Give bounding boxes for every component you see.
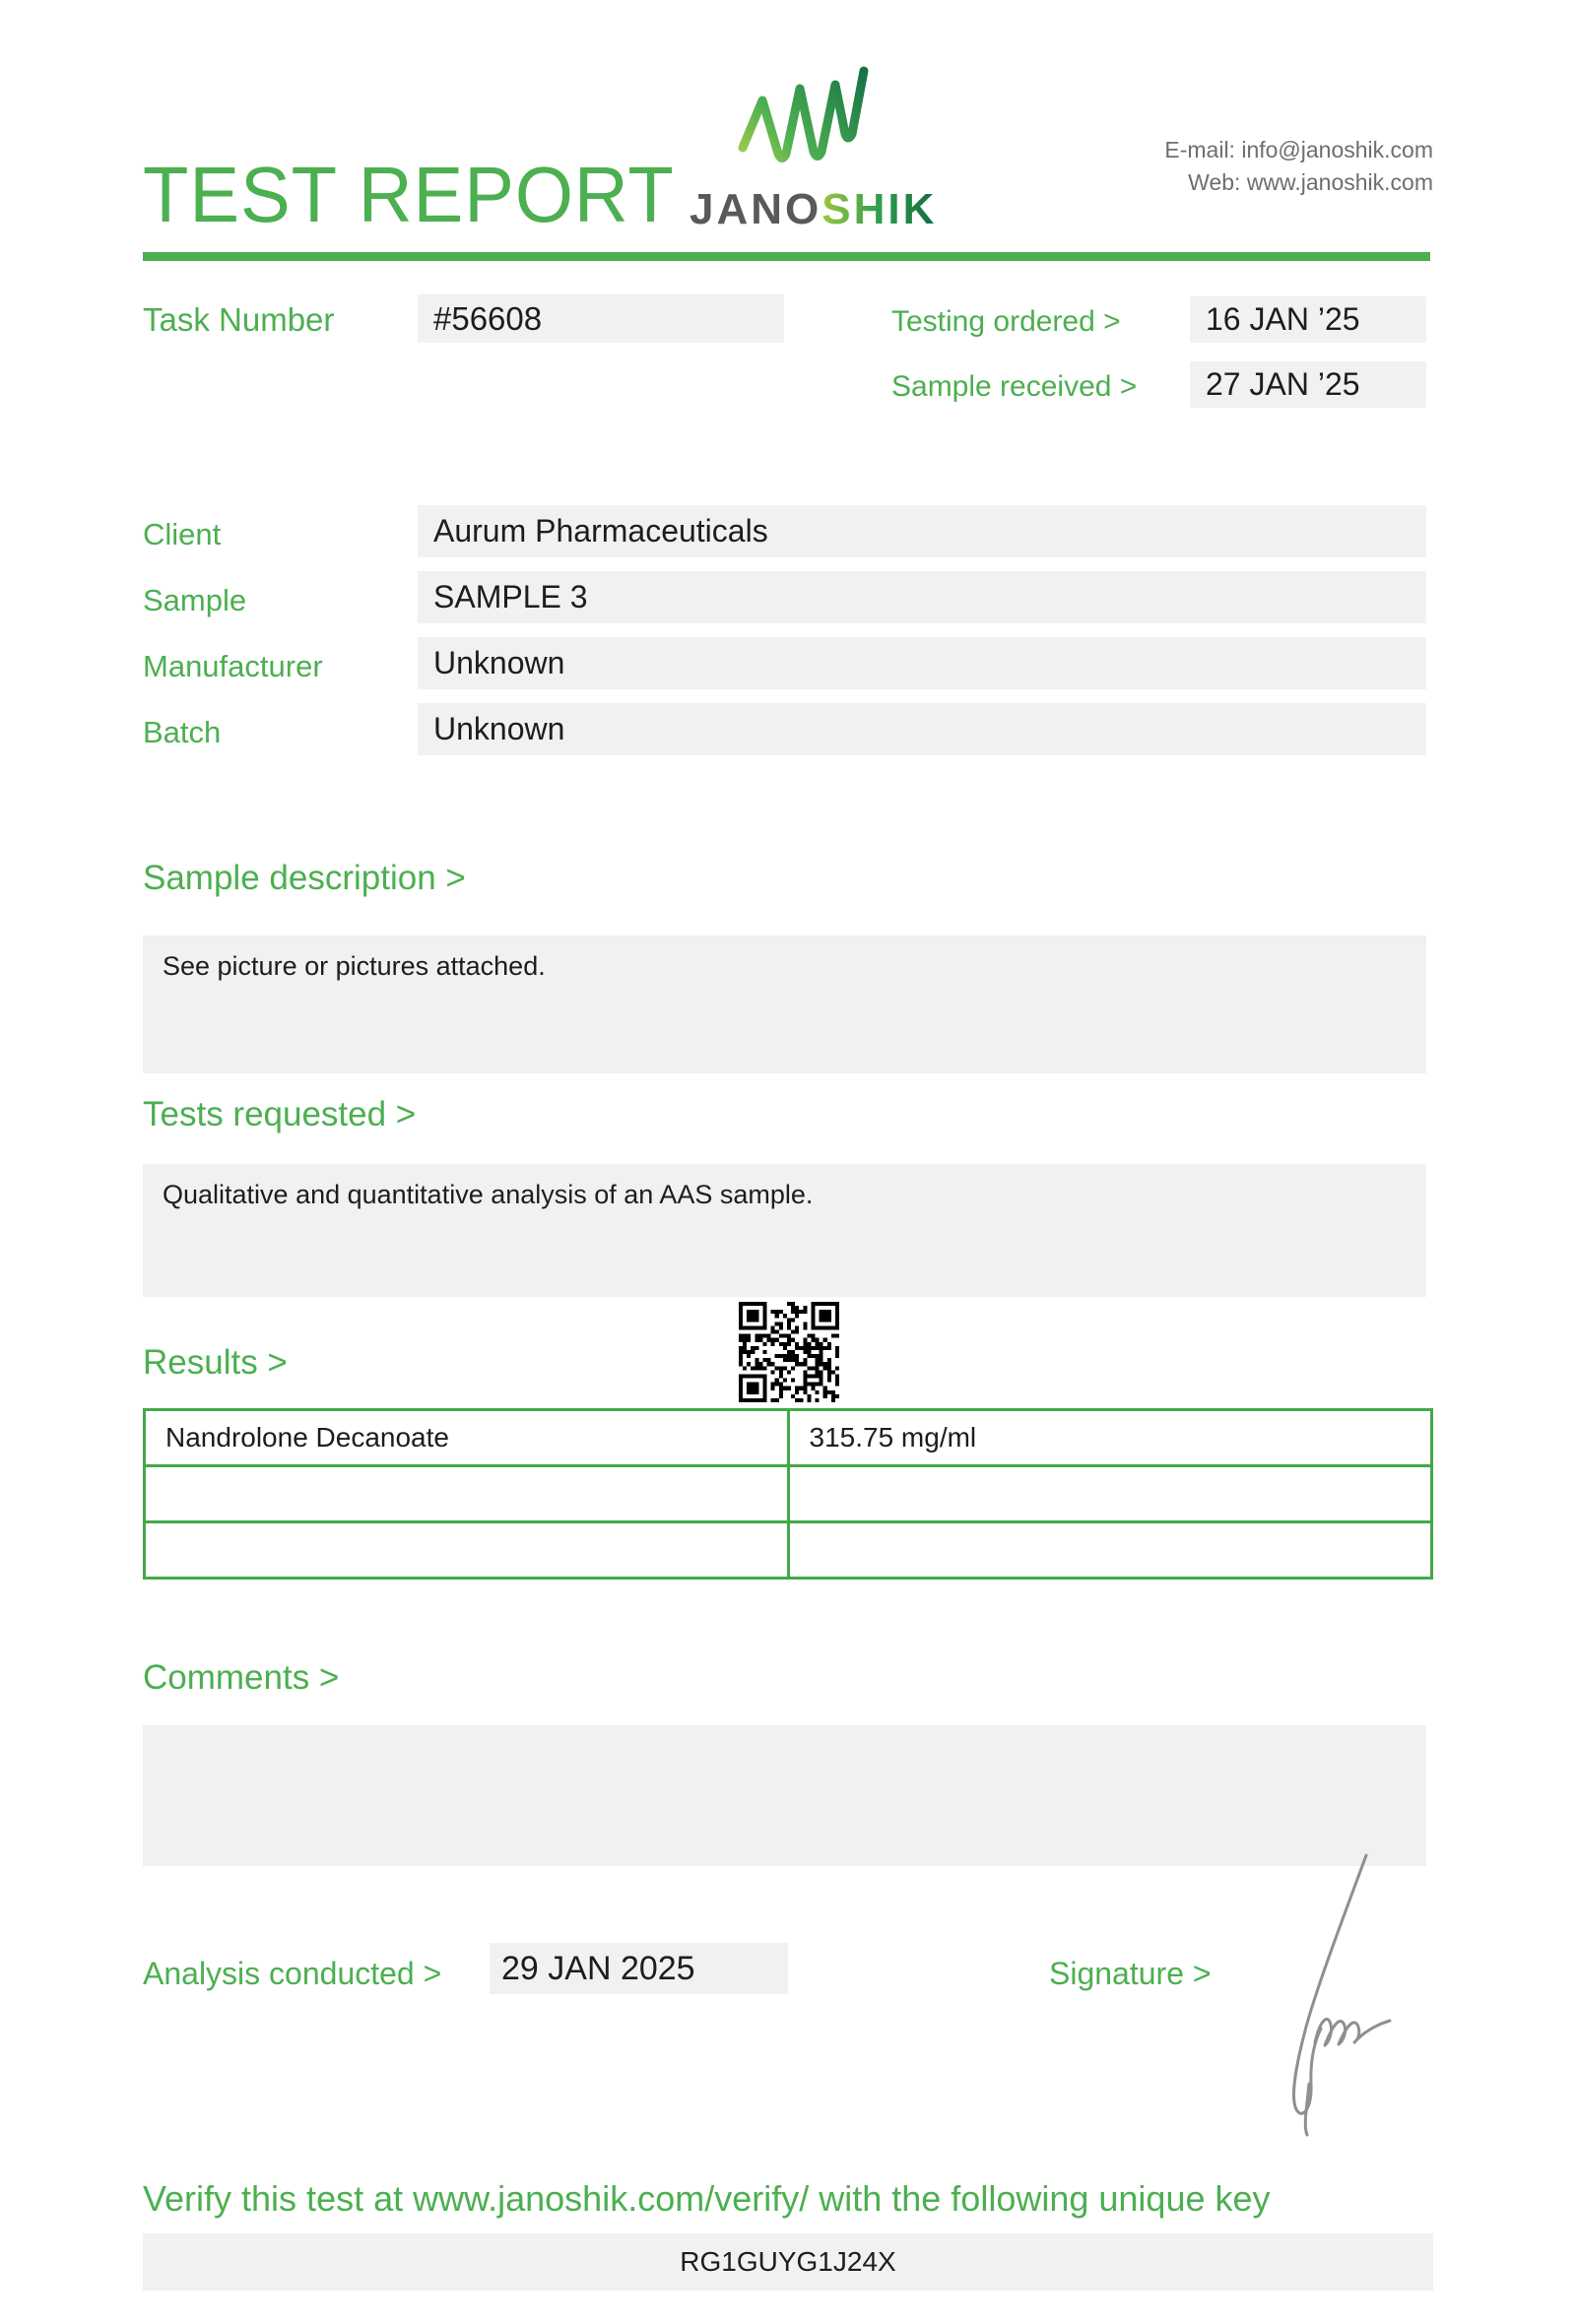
result-amount [788, 1522, 1432, 1579]
qr-finder-top-left [739, 1302, 767, 1330]
logo-wordmark [690, 185, 937, 234]
qr-code [739, 1302, 839, 1402]
testing-ordered-value: 16 JAN ’25 [1190, 296, 1426, 343]
logo-jano: JANO [690, 185, 822, 233]
result-amount: 315.75 mg/ml [788, 1410, 1432, 1466]
result-substance [145, 1466, 789, 1522]
sample-description-box: See picture or pictures attached. [143, 936, 1426, 1073]
results-row [145, 1522, 1432, 1579]
page-title [143, 151, 702, 238]
verify-instruction: Verify this test at www.janoshik.com/verify/ with the following unique key [143, 2178, 1271, 2219]
results-heading: Results > [143, 1343, 288, 1382]
header-divider [143, 252, 1430, 261]
testing-ordered-label: Testing ordered > [891, 305, 1121, 338]
sample-received-value: 27 JAN ’25 [1190, 361, 1426, 408]
qr-finder-top-right [811, 1302, 839, 1330]
qr-finder-bottom-left [739, 1374, 767, 1402]
task-number-value: #56608 [418, 294, 784, 343]
tests-requested-box: Qualitative and quantitative analysis of an AAS sample. [143, 1164, 1426, 1297]
batch-label: Batch [143, 715, 222, 749]
result-amount [788, 1466, 1432, 1522]
analysis-conducted-label: Analysis conducted > [143, 1956, 442, 1991]
unique-key-value: RG1GUYG1J24X [680, 2246, 896, 2277]
task-number-label: Task Number [143, 301, 335, 338]
contact-email: E-mail: info@janoshik.com [1164, 137, 1433, 162]
unique-key-box [143, 2233, 1433, 2291]
logo-shik: SHIK [821, 185, 938, 233]
sample-description-heading: Sample description > [143, 859, 466, 897]
client-label: Client [143, 517, 222, 551]
client-value: Aurum Pharmaceuticals [418, 505, 1426, 557]
manufacturer-label: Manufacturer [143, 649, 323, 683]
sample-label: Sample [143, 583, 247, 617]
signature-label: Signature > [1049, 1956, 1212, 1991]
results-row [145, 1466, 1432, 1522]
comments-heading: Comments > [143, 1658, 340, 1697]
janoshik-chart-logo-icon [737, 63, 875, 186]
sample-value: SAMPLE 3 [418, 571, 1426, 623]
results-row [145, 1410, 1432, 1466]
result-substance [145, 1522, 789, 1579]
batch-value: Unknown [418, 703, 1426, 755]
comments-box [143, 1725, 1426, 1866]
manufacturer-value: Unknown [418, 637, 1426, 689]
signature-scribble [1266, 1847, 1423, 2140]
tests-requested-heading: Tests requested > [143, 1095, 417, 1133]
page-title-text: TEST REPORT [143, 151, 675, 238]
contact-web: Web: www.janoshik.com [1188, 169, 1433, 196]
results-table [143, 1408, 1433, 1580]
result-substance: Nandrolone Decanoate [145, 1410, 789, 1466]
contact-block [1164, 134, 1433, 200]
analysis-conducted-date: 29 JAN 2025 [490, 1943, 788, 1994]
sample-received-label: Sample received > [891, 370, 1138, 403]
